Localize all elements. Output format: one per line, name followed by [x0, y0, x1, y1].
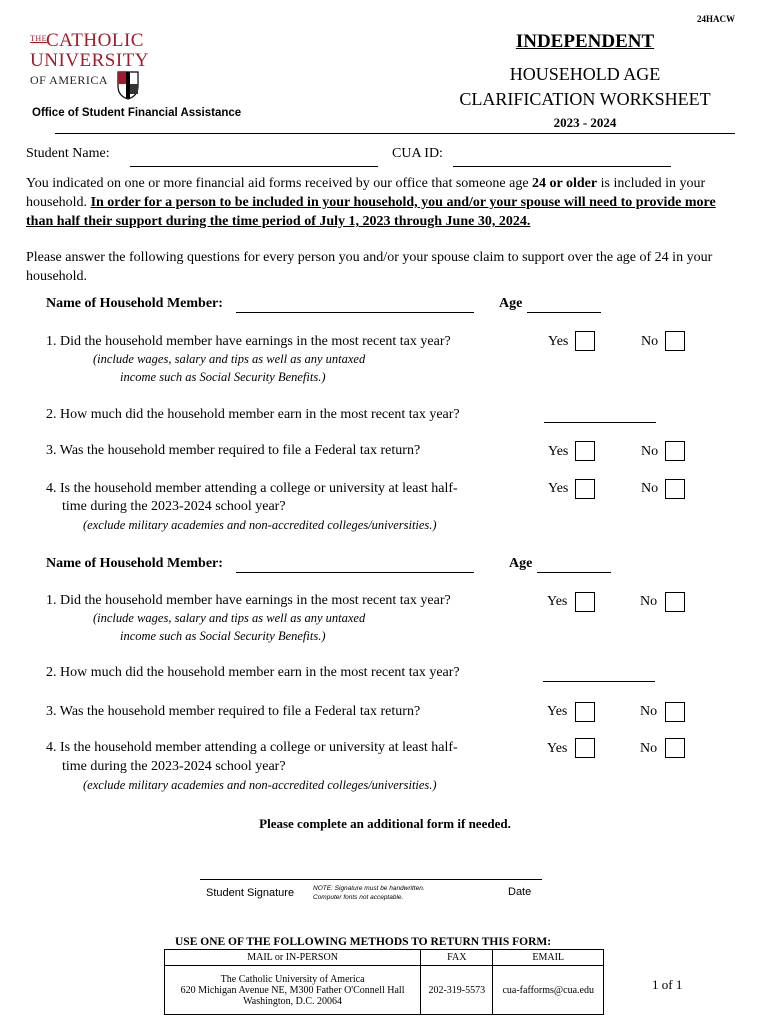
member1-q4-yes-checkbox[interactable] — [575, 479, 595, 499]
member1-q1: 1. Did the household member have earnings in the most recent tax year? — [46, 334, 451, 349]
logo-university: UNIVERSITY — [30, 50, 149, 71]
fax-header: FAX — [421, 950, 493, 966]
cua-id-label: CUA ID: — [392, 146, 443, 161]
mail-line-1: The Catholic University of America — [220, 973, 365, 985]
member1-q3-no-checkbox[interactable] — [665, 441, 685, 461]
member1-q1-no-label: No — [641, 334, 659, 349]
title-year: 2023 - 2024 — [553, 115, 617, 130]
mail-line-3: Washington, D.C. 20064 — [243, 995, 343, 1007]
logo-of-america: OF AMERICA — [30, 73, 109, 87]
member2-name-label: Name of Household Member: — [46, 556, 223, 571]
intro-paragraph — [26, 174, 726, 231]
member2-q4-line1: 4. Is the household member attending a college or university at least half- — [46, 740, 458, 755]
signature-note-1: NOTE: Signature must be handwritten. — [313, 885, 425, 892]
form-code: 24HACW — [697, 14, 735, 24]
member2-q4-no-label: No — [640, 741, 658, 756]
member2-age-label: Age — [509, 556, 533, 571]
fax-number: 202-319-5573 — [421, 966, 493, 1015]
member1-q4-no-checkbox[interactable] — [665, 479, 685, 499]
member2-name-field[interactable] — [236, 556, 474, 573]
logo-catholic: CATHOLIC — [46, 30, 144, 51]
member2-q3: 3. Was the household member required to file a Federal tax return? — [46, 704, 421, 719]
member2-q4-line2: time during the 2023-2024 school year? — [62, 759, 286, 774]
member2-q4-no-checkbox[interactable] — [665, 738, 685, 758]
member1-q2-amount-field[interactable] — [544, 406, 656, 423]
member1-name-label: Name of Household Member: — [46, 296, 223, 311]
title-independent: INDEPENDENT — [515, 31, 655, 52]
member1-q1-note-1: (include wages, salary and tips as well as any untaxed — [93, 352, 366, 366]
member2-age-field[interactable] — [537, 556, 611, 573]
member1-age-label: Age — [499, 296, 523, 311]
return-methods-table — [164, 949, 604, 1015]
member2-q1-no-label: No — [640, 594, 658, 609]
mail-header: MAIL or IN-PERSON — [165, 950, 421, 966]
member2-q1-no-checkbox[interactable] — [665, 592, 685, 612]
mail-line-2: 620 Michigan Avenue NE, M300 Father O'Connell Hall — [180, 984, 405, 996]
member2-q1-note-2: income such as Social Security Benefits.) — [120, 629, 326, 643]
return-heading: USE ONE OF THE FOLLOWING METHODS TO RETURN THIS FORM: — [175, 936, 552, 948]
member1-q4-line1: 4. Is the household member attending a college or university at least half- — [46, 481, 458, 496]
member1-q1-note-2: income such as Social Security Benefits.) — [120, 370, 326, 384]
signature-line[interactable] — [200, 879, 542, 880]
member1-q3-yes-label: Yes — [548, 444, 569, 459]
date-label: Date — [508, 886, 532, 898]
member2-q2-amount-field[interactable] — [543, 665, 655, 682]
member1-name-field[interactable] — [236, 296, 474, 313]
cua-id-field[interactable] — [453, 150, 671, 167]
member2-q2: 2. How much did the household member earn in the most recent tax year? — [46, 665, 460, 680]
member2-q1-yes-checkbox[interactable] — [575, 592, 595, 612]
additional-form-note: Please complete an additional form if needed. — [259, 816, 511, 831]
member2-q4-note: (exclude military academies and non-accredited colleges/universities.) — [83, 778, 437, 792]
member1-q1-no-checkbox[interactable] — [665, 331, 685, 351]
member2-q3-no-label: No — [640, 704, 658, 719]
title-household-age: HOUSEHOLD AGE — [509, 64, 661, 84]
member2-q4-yes-checkbox[interactable] — [575, 738, 595, 758]
member1-q3: 3. Was the household member required to file a Federal tax return? — [46, 443, 421, 458]
member1-q1-yes-checkbox[interactable] — [575, 331, 595, 351]
member2-q1: 1. Did the household member have earnings in the most recent tax year? — [46, 593, 451, 608]
mail-address-cell — [165, 966, 421, 1015]
member1-q3-yes-checkbox[interactable] — [575, 441, 595, 461]
intro-text-1: You indicated on one or more financial aid forms received by our office that someone age — [26, 176, 533, 191]
shield-crest-icon — [116, 70, 140, 100]
title-worksheet: CLARIFICATION WORKSHEET — [459, 89, 711, 109]
intro-age-bold: 24 or older — [532, 176, 598, 191]
member1-q4-no-label: No — [641, 481, 659, 496]
signature-label: Student Signature — [206, 887, 295, 899]
member2-q4-yes-label: Yes — [547, 741, 568, 756]
member2-q3-yes-checkbox[interactable] — [575, 702, 595, 722]
university-logo — [30, 30, 160, 105]
student-name-label: Student Name: — [26, 146, 110, 161]
member1-q2: 2. How much did the household member earn in the most recent tax year? — [46, 407, 460, 422]
email-header: EMAIL — [493, 950, 604, 966]
member1-age-field[interactable] — [527, 296, 601, 313]
member2-q3-no-checkbox[interactable] — [665, 702, 685, 722]
member1-q3-no-label: No — [641, 444, 659, 459]
intro-text-2: is included in your household. — [26, 176, 706, 210]
member1-q4-yes-label: Yes — [548, 481, 569, 496]
student-name-field[interactable] — [130, 150, 378, 167]
email-address[interactable]: cua-fafforms@cua.edu — [493, 966, 604, 1015]
member2-q1-note-1: (include wages, salary and tips as well as any untaxed — [93, 611, 366, 625]
member1-q4-line2: time during the 2023-2024 school year? — [62, 499, 286, 514]
member1-q4-note: (exclude military academies and non-accredited colleges/universities.) — [83, 518, 437, 532]
logo-the: THE — [30, 34, 48, 43]
office-name: Office of Student Financial Assistance — [32, 107, 242, 119]
member2-q3-yes-label: Yes — [547, 704, 568, 719]
header-divider — [55, 133, 735, 134]
member2-q1-yes-label: Yes — [547, 594, 568, 609]
member1-q1-yes-label: Yes — [548, 334, 569, 349]
page-number: 1 of 1 — [652, 977, 683, 992]
intro-requirement: In order for a person to be included in your household, you and/or your spouse will need to provide more than half their support during the time period of July 1, 2023 through June 30, 2024. — [26, 195, 716, 229]
signature-note-2: Computer fonts not acceptable. — [313, 894, 404, 901]
instructions: Please answer the following questions for every person you and/or your spouse claim to support over the age of 24 in your household. — [26, 250, 713, 284]
